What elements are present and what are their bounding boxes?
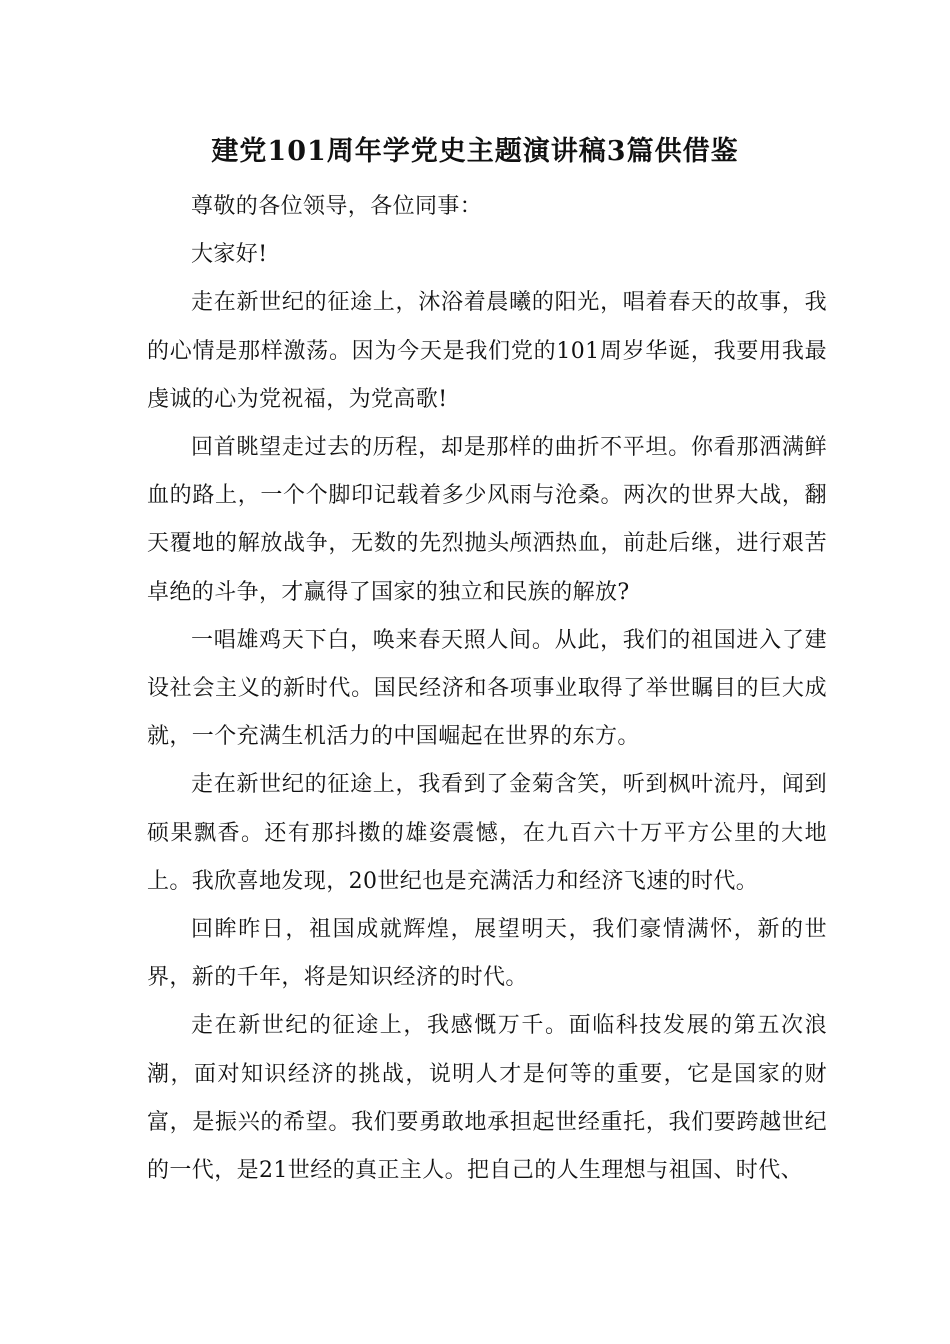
paragraph: 回首眺望走过去的历程，却是那样的曲折不平坦。你看那洒满鲜血的路上，一个个脚印记载着多少风雨与沧桑。两次的世界大战，翻天覆地的解放战争，无数的先烈抛头颅洒热血，前赴后继，进行艰苦卓绝的斗争，才赢得了国家的独立和民族的解放? — [147, 435, 827, 605]
document-body — [147, 183, 827, 1195]
paragraph-greeting: 大家好! — [191, 242, 268, 268]
paragraph: 走在新世纪的征途上，沐浴着晨曦的阳光，唱着春天的故事，我的心情是那样激荡。因为今天是我们党的101周岁华诞，我要用我最虔诚的心为党祝福，为党高歌! — [147, 290, 827, 412]
paragraph-salutation: 尊敬的各位领导，各位同事： — [191, 194, 483, 219]
paragraph: 走在新世纪的征途上，我感慨万千。面临科技发展的第五次浪潮，面对知识经济的挑战，说明人才是何等的重要，它是国家的财富，是振兴的希望。我们要勇敢地承担起世经重托，我们要跨越世纪的一代，是21世经的真正主人。把自己的人生理想与祖国、时代、 — [147, 1013, 827, 1184]
document-title: 建党101周年学党史主题演讲稿3篇供借鉴 — [211, 136, 739, 167]
paragraph: 一唱雄鸡天下白，唤来春天照人间。从此，我们的祖国进入了建设社会主义的新时代。国民经济和各项事业取得了举世瞩目的巨大成就，一个充满生机活力的中国崛起在世界的东方。 — [147, 627, 827, 750]
paragraph: 回眸昨日，祖国成就辉煌，展望明天，我们豪情满怀，新的世界，新的千年，将是知识经济的时代。 — [147, 917, 827, 991]
paragraph: 走在新世纪的征途上，我看到了金菊含笑，听到枫叶流丹，闻到硕果飘香。还有那抖擞的雄姿震憾，在九百六十万平方公里的大地上。我欣喜地发现，20世纪也是充满活力和经济飞速的时代。 — [147, 772, 827, 894]
